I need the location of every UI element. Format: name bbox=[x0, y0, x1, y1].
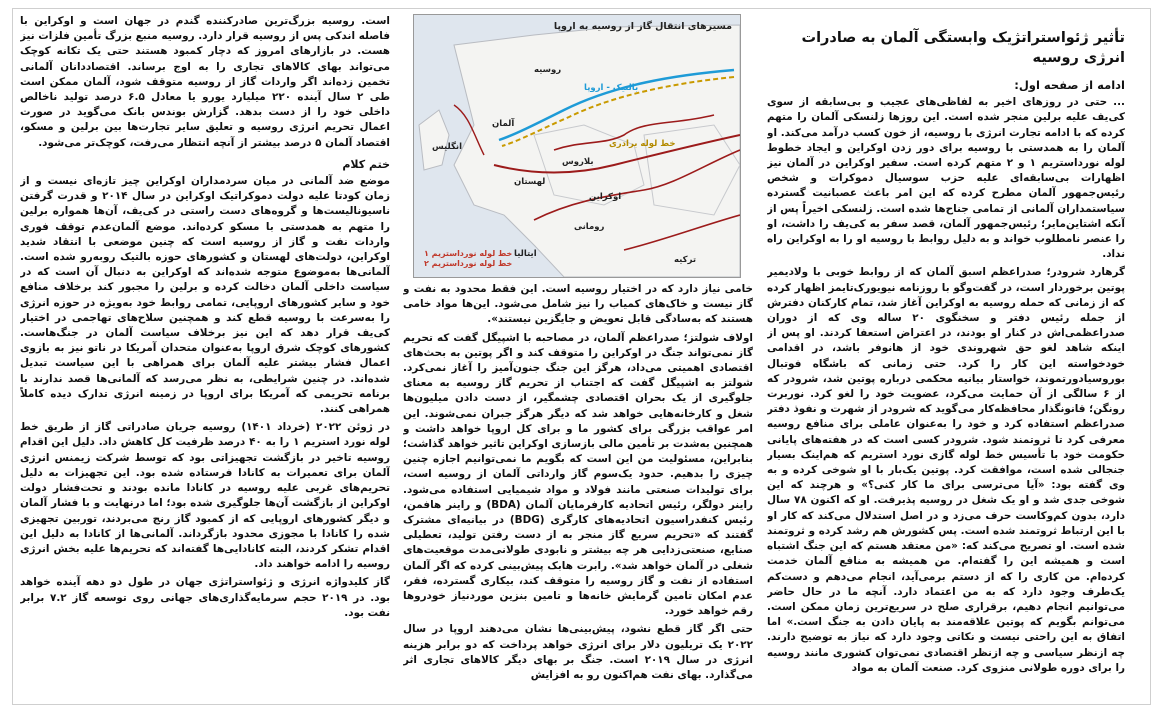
article-middle-column bbox=[403, 14, 753, 686]
article-right-column bbox=[767, 14, 1125, 686]
map-label-turkey: ترکیه bbox=[674, 255, 697, 265]
map-label-ukraine: اوکراین bbox=[589, 192, 622, 202]
map-label-poland: لهستان bbox=[514, 177, 546, 187]
paragraph: موضع ضد آلمانی در میان سردمداران اوکراین چیز تازه‌ای نیست و از زمان کودتا علیه دولت دموکراتیک اوکراین در سال ۲۰۱۴ و قدرت گرفتن ناسیونالیست‌ها و گروه‌های دست راستی در کی‌یف، آن‌ها همواره برلین را متهم به همدستی با مسکو کرده‌اند. موضع آلمان‌عدم توقف فوری واردات نفت و گاز از روسیه است که چنین موضعی با انتقاد شدید اوکراین، دولت‌های لهستان و کشورهای حوزه بالتیک روبه‌رو شده است. آلمانی‌ها به‌موضوع متوجه شده‌اند که اوکراین به دنبال آن است که در سیاست داخلی آلمان دخالت کرده و برلین را مجبور کند برخلاف منافع خود و سایر کشورهای اروپایی، تمامی روابط خود به‌ویژه در حوزه انرژی را به‌سرعت با روسیه قطع کند و همچنین سلاح‌های تهاجمی در اختیار کی‌یف قرار دهد که این نیز برخلاف سیاست آلمان در جنگ‌هاست. کشورهای کوچک شرق اروپا به‌عنوان متحدان آمریکا در ناتو نیز به بازوی اعمال فشار بیشتر علیه آلمان برای همراهی با این سیاست تبدیل شده‌اند. در چنین شرایطی، به نظر می‌رسد که آلمانی‌ها قصد ندارند با برنامه تحریمی که آمریکا برای اروپا در زمینه انرژی تدارک دیده کاملاً همراهی کنند. bbox=[20, 175, 390, 416]
map-title: مسیرهای انتقال گاز از روسیه به اروپا bbox=[553, 21, 732, 32]
map-label-germany: آلمان bbox=[492, 119, 515, 129]
map-label-belarus: بلاروس bbox=[562, 157, 594, 167]
map-label-russia: روسیه bbox=[534, 65, 562, 75]
legend-item: خط لوله نورداستریم ۱ bbox=[424, 249, 513, 258]
map-label-romania: رومانی bbox=[574, 222, 605, 232]
paragraph: خامی نیاز دارد که در اختیار روسیه است. این فقط محدود به نفت و گاز نیست و خاک‌های کمیاب را نیز شامل می‌شود. این‌ها مواد خامی هستند که به‌سادگی قابل تعویض و جایگزین نیستند». bbox=[403, 283, 753, 326]
paragraph: گاز کلیدواژه انرژی و ژئواستراتژی جهان در طول دو دهه آینده خواهد بود. در ۲۰۱۹ حجم سرمایه‌گذاری‌های جهانی روی توسعه گاز ۷.۲ برابر نفت بود. bbox=[20, 576, 390, 619]
legend-item: خط لوله نورداستریم ۲ bbox=[424, 259, 513, 268]
map-label-italy: ایتالیا bbox=[514, 249, 537, 259]
paragraph: گرهارد شرودر؛ صدراعظم اسبق آلمان که از روابط خوبی با ولادیمیر پوتین برخوردار است، در گفت‌وگو با روزنامه نیویورک‌تایمز اظهار کرده که از زمانی که حمله روسیه به اوکراین آغاز شد، تمام کارکنان دفترش از جمله رئیس دفتر و سخنگوی ۲۰ ساله وی که از دوران صدراعظمی‌اش در کنار او بودند، در اعتراض استعفا کردند. او پس از اینکه شاهد لغو حق شهروندی خود از هانوفر باشد، در اقدامی خودخواسته این کار را کرد. حتی زمانی که باشگاه فوتبال بوروسیادورتموند، خواستار بیانیه محکمی درباره پوتین شد، شرودر که از ۶ سالگی از آن حمایت می‌کرد، عضویت خود را لغو کرد. نوربرت رونگن؛ قانونگذار محافظه‌کار می‌گوید که شرودر از شهرت و نفوذ دفتر صدراعظم استفاده کرد و خود را به‌عنوان عاملی برای منافع روسیه معرفی کرد تا ثروتمند شود. شرودر کسی است که در هفته‌های پایانی حکومت خود با تأسیس خط لوله گازی نورد استریم که هم‌اینک بسیار جنجالی شده است، موافقت کرد. پوتین یک‌بار با او شوخی کرده و به وی گفته بود: «آیا می‌ترسی برای ما کار کنی؟» و هرچند که این شوخی جدی شد و او یک شغل در روسیه پذیرفت. او که اکنون ۷۸ سال دارد، بدون کم‌وکاست حرف می‌زد و در اصل استدلال می‌کند که کار او با این ارتباط ثروتمند شده است. پس کشورش هم رشد کرده و ثروتمند شده است. او تصریح می‌کند که: «من معتقد هستم که این جنگ اشتباه است و همیشه این را گفته‌ام. من همیشه به منافع آلمان خدمت کرده‌ام. من کاری را که از دستم برمی‌آید، انجام می‌دهم و دست‌کم یک‌طرف وجود دارد که به من اعتماد دارد. آنچه ما در حال حاضر می‌توانیم انجام دهیم، برقراری صلح در سریع‌ترین زمان ممکن است. می‌توانم بگویم که پوتین علاقه‌مند به پایان دادن به جنگ است.» اما اتفاق به این راحتی نیست و نکاتی وجود دارد که نیاز به توضیح دارند. چه ازنظر سیاسی و چه ازنظر اقتصادی نمی‌توان کشوری مانند روسیه را برای دوره طولانی منزوی کرد. صنعت آلمان به مواد bbox=[767, 266, 1125, 674]
article-left-column bbox=[20, 14, 390, 686]
map-graphic bbox=[414, 15, 740, 277]
paragraph: در ژوئن ۲۰۲۲ (خرداد ۱۴۰۱) روسیه جریان صادراتی گاز از طریق خط لوله نورد استریم ۱ را به ۴۰ درصد ظرفیت کل کاهش داد. دلیل این اقدام روسیه تاخیر در بازگشت تجهیزاتی بود که توسط شرکت زیمنس انرژی آلمان برای تعمیرات به کانادا فرستاده شده بود. این تجهیزات به دلیل تحریم‌های غربی علیه روسیه در کانادا مانده بودند و تحت‌فشار دولت اوکراین از بازگشت آن‌ها جلوگیری شده بود؛ اما درنهایت و با فشار آلمان و دیگر کشورهای اروپایی که از کمبود گاز رنج می‌بردند، توربین تجهیزی شده را کانادا با مجوزی محدود بازگرداند. آلمانی‌ها از کانادا به دلیل این اقدام تشکر کردند، البته کانادایی‌ها گفته‌اند که تحریم‌ها علیه بخش انرژی روسیه را ادامه خواهند داد. bbox=[20, 421, 390, 571]
closing-heading: ختم کلام bbox=[342, 157, 390, 171]
gas-route-map bbox=[413, 14, 741, 278]
paragraph: حتی اگر گاز قطع نشود، پیش‌بینی‌ها نشان می‌دهند اروپا در سال ۲۰۲۲ یک تریلیون دلار برای انرژی خواهد پرداخت که دو برابر هزینه انرژی در سال ۲۰۱۹ است. جنگ بر بهای دیگر کالاهای تجاری اثر می‌گذارد. بهای نفت هم‌اکنون رو به افزایش bbox=[403, 623, 753, 682]
paragraph: ... حتی در روزهای اخیر به لفاظی‌های عجیب و بی‌سابقه از سوی کی‌یف علیه برلین منجر شده است. این روزها زلنسکی آلمان را متهم کرده که با ادامه تجارت انرژی با روسیه، از خون کسب درآمد می‌کند. او آلمان را به همدستی با روسیه برای دور زدن اوکراین و ایجاد خطوط لوله نورداستریم ۱ و ۲ متهم کرده است. سفیر اوکراین در آلمان نیز اظهارات بی‌سابقه‌ای علیه حزب سوسیال دموکرات و شخص رئیس‌جمهور آلمان مطرح کرده که این امر باعث عصبانیت گسترده سیاستمداران آلمانی از تمامی جناح‌ها شده است. زلنسکی اخیراً پس از آنکه اشتاین‌مایر؛ رئیس‌جمهور آلمان، قصد سفر به کی‌یف را داشت، او را عنصر نامطلوب خواند و به دلیل روابط با روسیه او را به اوکراین راه نداد. bbox=[767, 96, 1125, 261]
map-label-england: انگلیس bbox=[432, 142, 463, 152]
paragraph: است. روسیه بزرگ‌ترین صادرکننده گندم در جهان است و اوکراین با فاصله اندکی پس از روسیه قرار دارد. روسیه منبع بزرگ تأمین فلزات نیز هست. در بازارهای امروز که دچار کمبود هستند حتی یک تکانه کوچک می‌تواند بهای کالاهای تجاری را به اوج برساند. اقتصاددانان آلمانی تخمین زده‌اند اگر واردات گاز از روسیه متوقف شود، آلمان ممکن است طی ۲ سال آینده ۲۲۰ میلیارد یورو یا معادل ۶.۵ درصد تولید ناخالص داخلی خود را از دست بدهد. گزارش بوندس بانک می‌گوید در صورت اعمال تحریم انرژی روسیه و تعلیق سایر تجارت‌ها بین برلین و مسکو، اقتصاد آلمان ۵ درصد بیشتر از آنچه انتظار می‌رفت، کوچک‌تر می‌شود. bbox=[20, 15, 390, 149]
paragraph: اولاف شولتز؛ صدراعظم آلمان، در مصاحبه با اشپیگل گفت که تحریم گاز نمی‌تواند جنگ در اوکراین را متوقف کند و اگر پوتین به بحث‌های اقتصادی اهمیتی می‌داد، هرگز این جنگ جنون‌آمیز را آغاز نمی‌کرد. شولتز به اشپیگل گفت که اجتناب از تحریم گاز روسیه به معنای جلوگیری از یک بحران اقتصادی چشمگیر، از دست دادن میلیون‌ها شغل و کارخانه‌هایی خواهد شد که دیگر هرگز جبران نمی‌شوند. این امر عواقب بزرگی برای کشور ما و برای کل اروپا خواهد داشت و همچنین به‌شدت بر تأمین مالی بازسازی اوکراین تاثیر خواهد گذاشت؛ بنابراین، مسئولیت من این است که بگویم ما نمی‌توانیم اجازه چنین چیزی را بدهیم. حدود یک‌سوم گاز وارداتی آلمان از روسیه است، برای تولیدات صنعتی مانند فولاد و مواد شیمیایی استفاده می‌شود. راینر دولگر، رئیس اتحادیه کارفرمایان آلمان (BDA) و راینر هافمن، رئیس کنفدراسیون اتحادیه‌های کارگری (BDG) در بیانیه‌ای مشترک گفتند که «تحریم سریع گاز منجر به از دست رفتن تولید، تعطیلی صنایع، صنعتی‌زدایی هر چه بیشتر و نابودی طولانی‌مدت موقعیت‌های شغلی در آلمان خواهد شد». رابرت هابک پیش‌بینی کرده که اگر آلمان استفاده از نفت و گاز روسیه را متوقف کند، بیکاری گسترده، فقر، عدم امکان تامین گرمایش خانه‌ها و تامین بنزین موردنیاز خودروها رقم خواهد خورد. bbox=[403, 331, 753, 618]
continued-label: ادامه از صفحه اول: bbox=[1014, 78, 1125, 92]
article-headline: تأثیر ژئواستراتژیک وابستگی آلمان به صادرات انرژی روسیه bbox=[801, 30, 1125, 66]
map-label-baltic-pipe: بالتیک - اروپا bbox=[584, 83, 639, 93]
map-legend bbox=[424, 249, 512, 269]
map-label-brotherhood: خط لوله برادری bbox=[609, 139, 676, 149]
